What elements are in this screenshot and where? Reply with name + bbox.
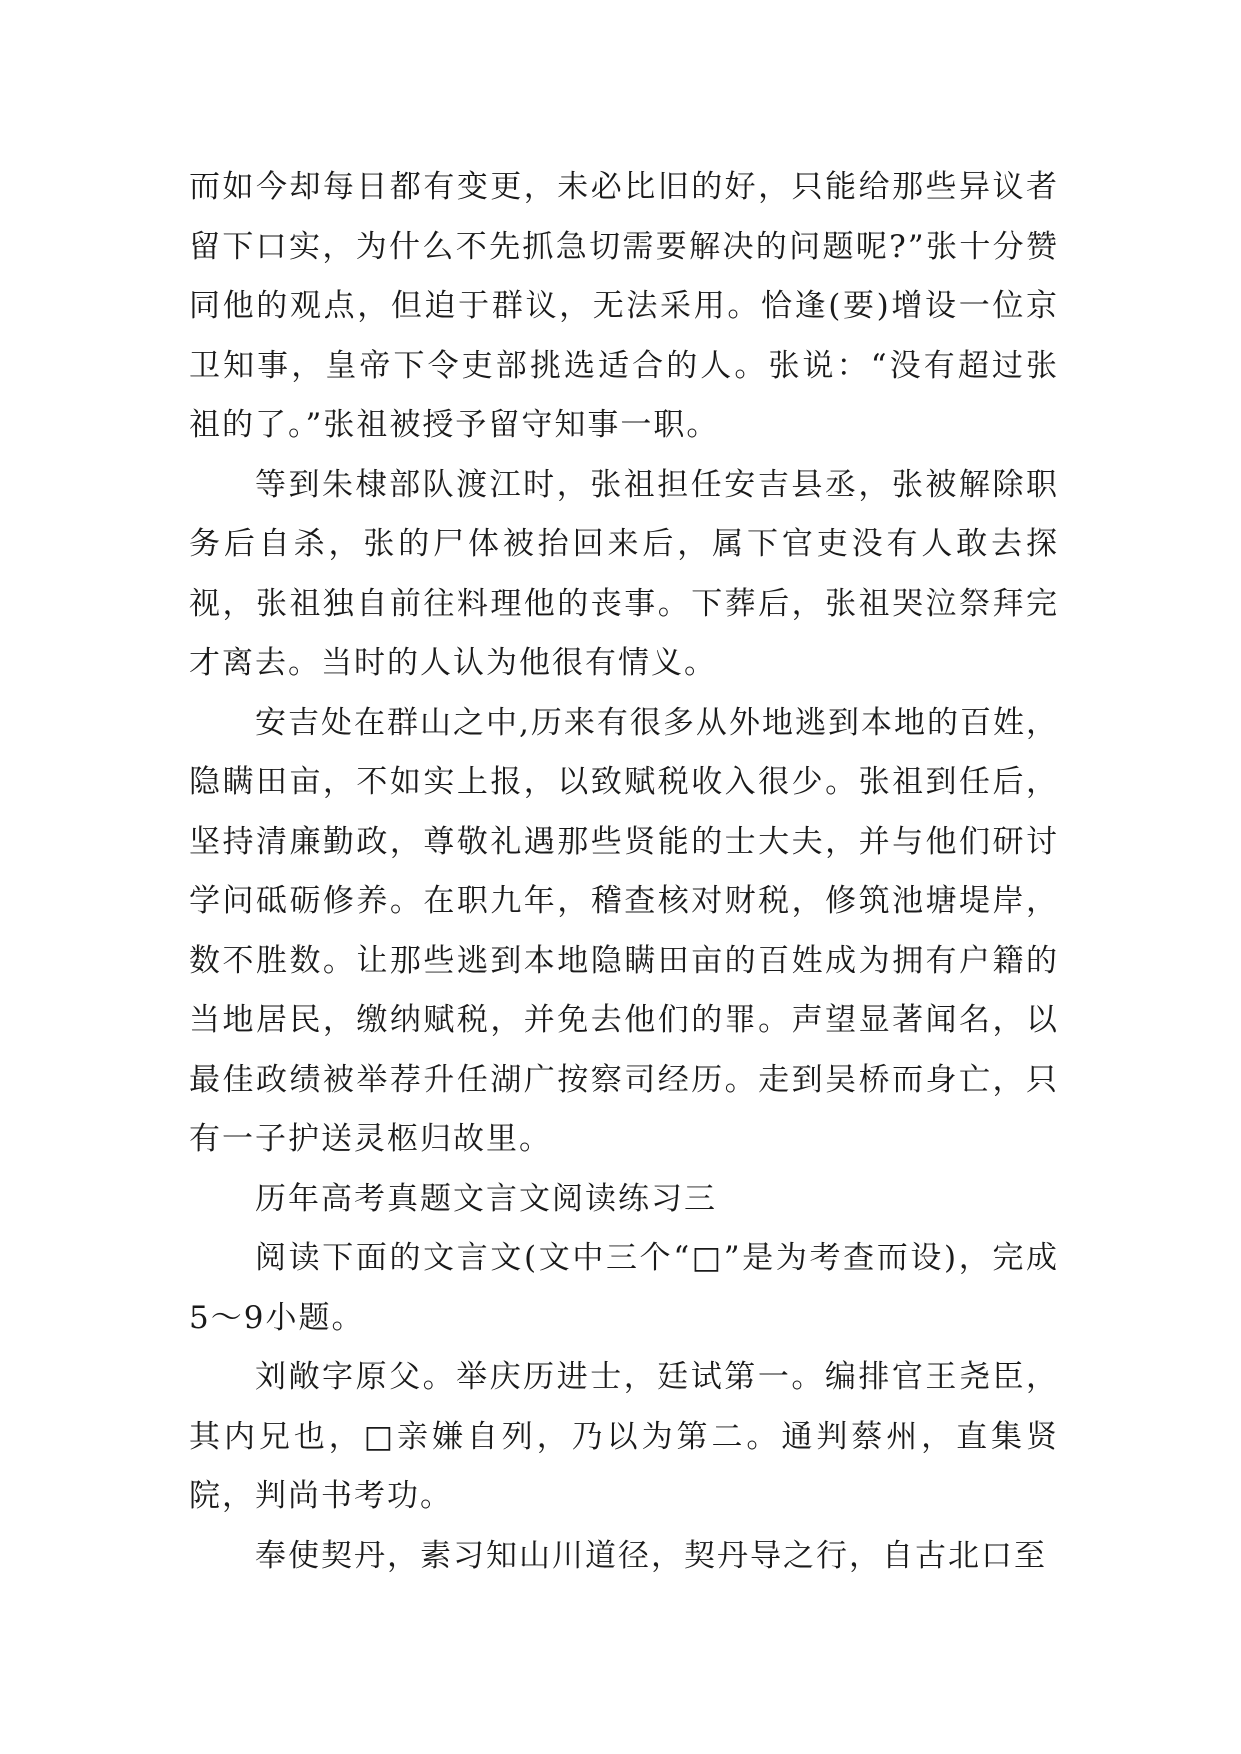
section-heading: 历年高考真题文言文阅读练习三 — [255, 1180, 717, 1217]
paragraph-liu-chang-khitan: 奉使契丹，素习知山川道径，契丹导之行，自古北口至 — [255, 1537, 1047, 1574]
paragraph-zhang-zu-mourning: 等到朱棣部队渡江时，张祖担任安吉县丞，张被解除职务后自杀，张的尸体被抬回来后，属下官吏没有人敢去探视，张祖独自前往料理他的丧事。下葬后，张祖哭泣祭拜完才离去。当时的人认为他很有情义。 — [189, 466, 1059, 681]
paragraph-continuation: 而如今却每日都有变更，未必比旧的好，只能给那些异议者留下口实，为什么不先抓急切需要解决的问题呢?”张十分赞同他的观点，但迫于群议，无法采用。恰逢(要)增设一位京卫知事，皇帝下令吏部挑选适合的人。张说：“没有超过张祖的了。”张祖被授予留守知事一职。 — [189, 169, 1059, 443]
paragraph-liu-chang-intro: 刘敞字原父。举庆历进士，廷试第一。编排官王尧臣，其内兄也，□亲嫌自列，乃以为第二。通判蔡州，直集贤院，判尚书考功。 — [189, 1359, 1059, 1514]
document-body — [189, 158, 1059, 1586]
paragraph-anji-governance: 安吉处在群山之中,历来有很多从外地逃到本地的百姓，隐瞒田亩，不如实上报，以致赋税收入很少。张祖到任后，坚持清廉勤政，尊敬礼遇那些贤能的士大夫，并与他们研讨学问砥砺修养。在职九年，稽查核对财税，修筑池塘堤岸，数不胜数。让那些逃到本地隐瞒田亩的百姓成为拥有户籍的当地居民，缴纳赋税，并免去他们的罪。声望显著闻名，以最佳政绩被举荐升任湖广按察司经历。走到吴桥而身亡，只有一子护送灵柩归故里。 — [189, 704, 1059, 1157]
exercise-instruction: 阅读下面的文言文(文中三个“□”是为考查而设)，完成5～9小题。 — [189, 1240, 1059, 1336]
